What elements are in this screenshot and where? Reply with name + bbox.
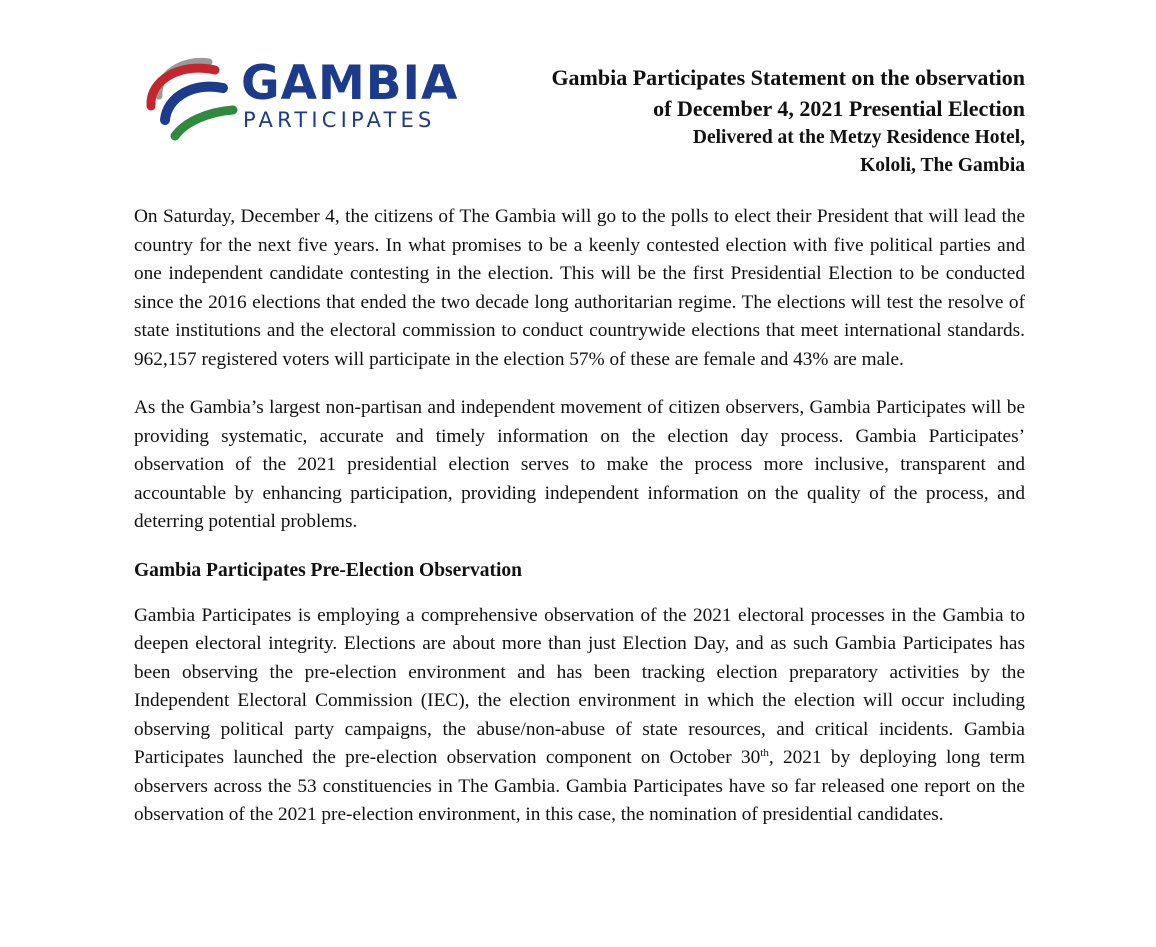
gambia-participates-logo	[145, 52, 459, 144]
title-line-1: Gambia Participates Statement on the observation	[551, 65, 1025, 90]
statement-body	[134, 203, 1025, 850]
logo-arcs-icon	[145, 52, 241, 144]
observers-paragraph: As the Gambia’s largest non-partisan and independent movement of citizen observers, Gambia Participates will be providing systematic, accurate and timely information on the election day process. Gambia Participates’ observation of the 2021 presidential election serves to make the process more inclusive, transparent and accountable by enhancing participation, providing independent information on the quality of the process, and deterring potential problems.	[134, 397, 1025, 532]
logo-wordmark: GAMBIA	[241, 56, 459, 111]
venue-line-2: Kololi, The Gambia	[860, 155, 1025, 176]
ordinal-suffix: th	[760, 747, 769, 759]
pre-election-text-1: Gambia Participates is employing a comprehensive observation of the 2021 electoral processes in the Gambia to deepen electoral integrity. Elections are about more than just Election Day, and as such Gambia Participates has been observing the pre-election environment and has been tracking election preparatory activities by the Independent Electoral Commission (IEC), the election environment in which the election will occur including observing political party campaigns, the abuse/non-abuse of state resources, and critical incidents. Gambia Participates launched the pre-election observation component on October 30	[134, 604, 1025, 768]
logo-subtitle: PARTICIPATES	[243, 108, 436, 132]
pre-election-paragraph	[134, 602, 1025, 830]
section-heading: Gambia Participates Pre-Election Observation	[134, 559, 522, 581]
pre-election-text-2: , 2021 by deploying long term observers across the 53 constituencies in The Gambia. Gambia Participates have so far released one report on the observation of the 2021 pre-election environment, in this case, the nomination of presidential candidates.	[134, 747, 1025, 825]
intro-paragraph: On Saturday, December 4, the citizens of The Gambia will go to the polls to elect their President that will lead the country for the next five years. In what promises to be a keenly contested election with five political parties and one independent candidate contesting in the election. This will be the first Presidential Election to be conducted since the 2016 elections that ended the two decade long authoritarian regime. The elections will test the resolve of state institutions and the electoral commission to conduct countrywide elections that meet international standards. 962,157 registered voters will participate in the election 57% of these are female and 43% are male.	[134, 206, 1025, 370]
venue-line-1: Delivered at the Metzy Residence Hotel,	[692, 127, 1025, 148]
title-line-2: of December 4, 2021 Presential Election	[653, 96, 1025, 121]
statement-header	[551, 62, 1025, 180]
